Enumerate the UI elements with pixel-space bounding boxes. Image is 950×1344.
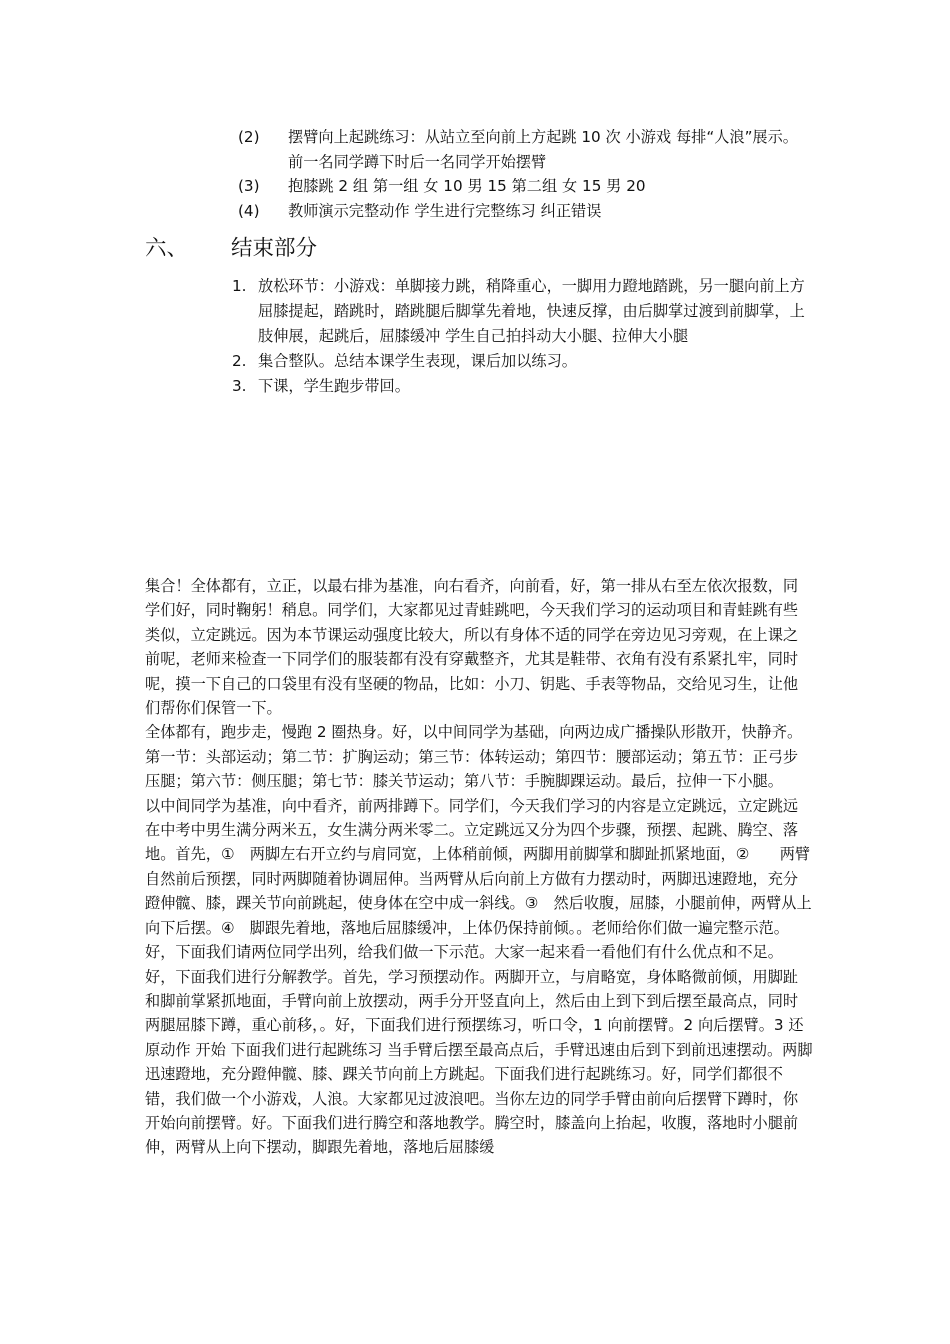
step-number: (2) [238, 128, 260, 146]
item-text: 下课，学生跑步带回。 [258, 377, 410, 395]
item-text: 集合整队。总结本课学生表现，课后加以练习。 [258, 352, 577, 370]
section-number: 六、 [145, 236, 189, 261]
step-text: 抱膝跳 2 组 第一组 女 10 男 15 第二组 女 15 男 20 [288, 177, 646, 195]
transcript-paragraph: 以中间同学为基准，向中看齐，前两排蹲下。同学们，今天我们学习的内容是立定跳远，立定跳远在中考中男生满分两米五，女生满分两米零二。立定跳远又分为四个步骤，预摆、起跳、腾空、落地。首先，① 两脚左右开立约与肩同宽，上体稍前倾，两脚用前脚掌和脚趾抓紧地面，② 两臂自然前后预摆，同时两脚随着协调屈伸。当两臂从后向前上方做有力摆动时，两脚迅速蹬地，充分蹬伸髋、膝，踝关节向前跳起，使身体在空中成一斜线。③ 然后收腹，屈膝，小腿前伸，两臂从上向下后摆。④ 脚跟先着地，落地后屈膝缓冲，上体仍保持前倾。。老师给你们做一遍完整示范。好，下面我们请两位同学出列，给我们做一下示范。大家一起来看一看他们有什么优点和不足。好，下面我们进行分解教学。首先，学习预摆动作。两脚开立，与肩略宽，身体略微前倾，用脚趾和脚前掌紧抓地面，手臂向前上放摆动，两手分开竖直向上，然后由上到下到后摆至最高点，同时两腿屈膝下蹲，重心前移，。好，下面我们进行预摆练习，听口令，1 向前摆臂。2 向后摆臂。3 还原动作 开始 下面我们进行起跳练习 当手臂后摆至最高点后，手臂迅速由后到下到前迅速摆动。两脚迅速蹬地，充分蹬伸髋、膝、踝关节向前上方跳起。下面我们进行起跳练习。好，同学们都很不错，我们做一个小游戏，人浪。大家都见过波浪吧。当你左边的同学手臂由前向后摆臂下蹲时，你开始向前摆臂。好。下面我们进行腾空和落地教学。腾空时，膝盖向上抬起，收腹，落地时小腿前伸，两臂从上向下摆动，脚跟先着地，落地后屈膝缓 [145, 796, 813, 1157]
ending-item [232, 374, 808, 399]
item-number: 1. [232, 277, 247, 295]
step-text: 教师演示完整动作 学生进行完整练习 纠正错误 [288, 201, 602, 220]
ending-item [232, 274, 808, 349]
transcript-paragraph: 全体都有，跑步走，慢跑 2 圈热身。好，以中间同学为基础，向两边成广播操队形散开，快静齐。第一节：头部运动；第二节：扩胸运动；第三节：体转运动；第四节：腰部运动；第五节：正弓步压腿；第六节：侧压腿；第七节：膝关节运动；第八节：手腕脚踝运动。最后，拉伸一下小腿。 [145, 723, 803, 791]
practice-step [238, 174, 798, 199]
section-title: 结束部分 [231, 236, 318, 261]
item-number: 2. [232, 352, 247, 370]
practice-steps-list [238, 125, 798, 223]
ending-items-list [232, 274, 808, 399]
transcript-paragraph: 集合！全体都有，立正，以最右排为基准，向右看齐，向前看，好，第一排从右至左依次报数，同学们好，同时鞠躬！稍息。同学们，大家都见过青蛙跳吧，今天我们学习的运动项目和青蛙跳有些类似，立定跳远。因为本节课运动强度比较大，所以有身体不适的同学在旁边见习旁观，在上课之前呢，老师来检查一下同学们的服装都有没有穿戴整齐，尤其是鞋带、衣角有没有系紧扎牢，同时呢，摸一下自己的口袋里有没有坚硬的物品，比如：小刀、钥匙、手表等物品，交给见习生，让他们帮你们保管一下。 [145, 577, 799, 718]
practice-step [238, 199, 798, 224]
item-number: 3. [232, 377, 247, 395]
step-text: 摆臂向上起跳练习：从站立至向前上方起跳 10 次 小游戏 每排“人浪”展示。前一名同学蹲下时后一名同学开始摆臂 [288, 128, 798, 171]
lesson-transcript [145, 574, 813, 1160]
step-number: (3) [238, 177, 260, 195]
step-number: (4) [238, 201, 260, 220]
item-text: 放松环节：小游戏：单脚接力跳，稍降重心，一脚用力蹬地踏跳，另一腿向前上方屈膝提起，踏跳时，踏跳腿后脚掌先着地，快速反撑，由后脚掌过渡到前脚掌，上肢伸展，起跳后，屈膝缓冲 学生自己拍抖动大小腿、拉伸大小腿 [258, 277, 805, 345]
ending-item [232, 349, 808, 374]
practice-step [238, 125, 798, 174]
